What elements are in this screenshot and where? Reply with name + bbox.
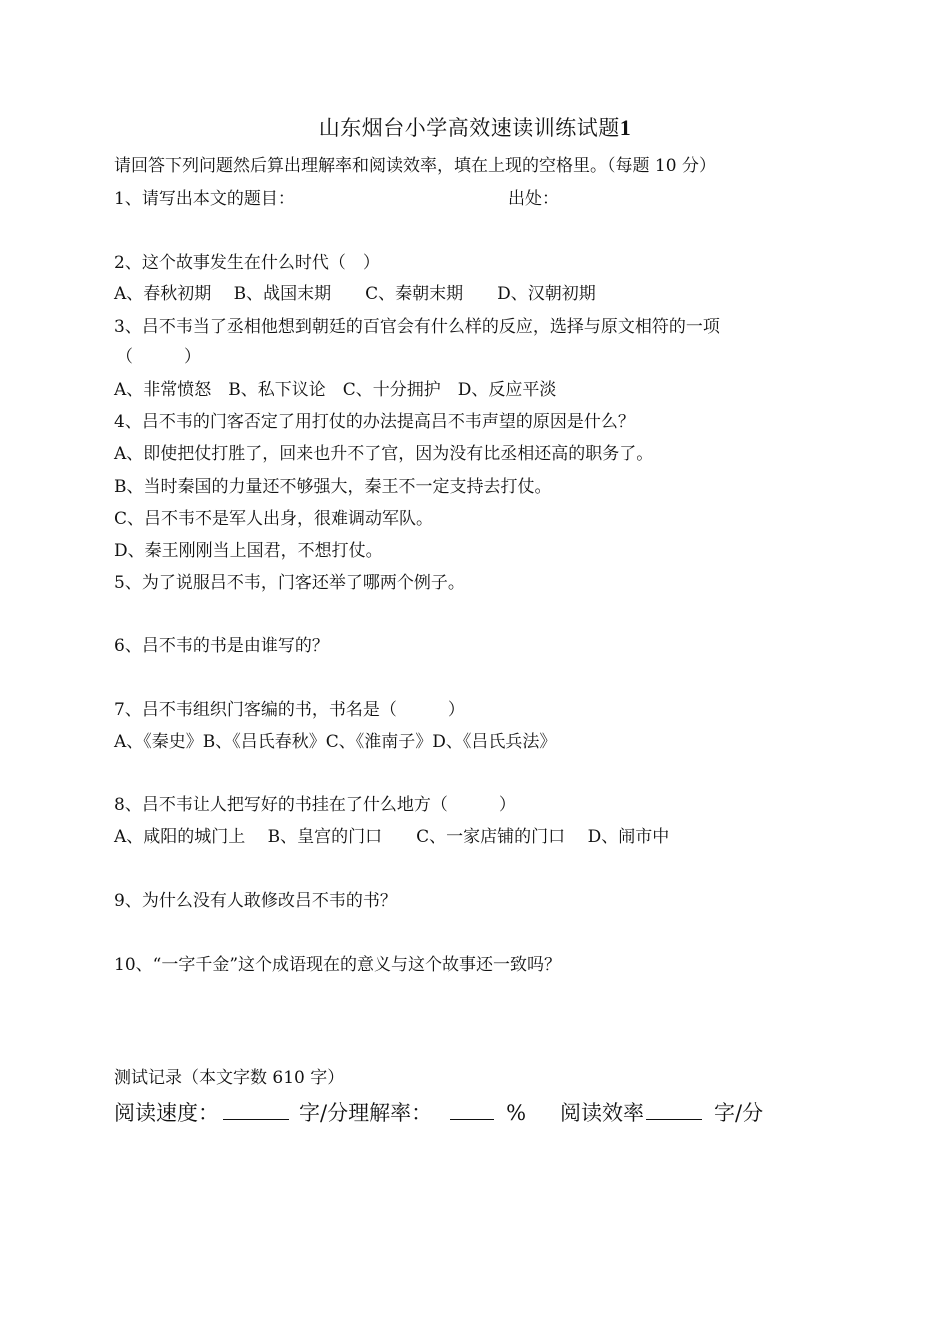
- question-2: 2、这个故事发生在什么时代（ ）: [114, 253, 380, 273]
- reading-efficiency-unit: 字/分: [714, 1101, 764, 1125]
- title-text: 山东烟台小学高效速读训练试题: [318, 116, 620, 140]
- reading-speed-blank[interactable]: [223, 1118, 289, 1120]
- question-6: 6、吕不韦的书是由谁写的？: [114, 636, 329, 656]
- question-8: 8、吕不韦让人把写好的书挂在了什么地方（ ）: [114, 795, 516, 815]
- title-number: 1: [619, 115, 632, 140]
- test-record-heading: 测试记录（本文字数 610 字）: [114, 1068, 345, 1088]
- reading-speed-label: 阅读速度：: [114, 1101, 219, 1125]
- reading-speed-unit: 字/分: [299, 1101, 349, 1125]
- comprehension-label: 理解率：: [348, 1101, 433, 1125]
- question-7-options: A、《秦史》B、《吕氏春秋》C、《淮南子》D、《吕氏兵法》: [114, 732, 557, 752]
- reading-efficiency-label: 阅读效率: [560, 1101, 645, 1125]
- question-8-options: A、咸阳的城门上 B、皇宫的门口 C、一家店铺的门口 D、闹市中: [114, 827, 670, 847]
- question-1: [114, 189, 559, 209]
- question-10: 10、“一字千金”这个成语现在的意义与这个故事还一致吗？: [114, 955, 562, 975]
- question-1-source-label: 出处：: [508, 189, 559, 209]
- page-title: [0, 112, 950, 142]
- question-3-answer-paren: （ ）: [116, 347, 201, 367]
- question-3: 3、吕不韦当了丞相他想到朝廷的百官会有什么样的反应，选择与原文相符的一项: [114, 317, 720, 337]
- question-9: 9、为什么没有人敢修改吕不韦的书？: [114, 891, 397, 911]
- question-3-options: A、非常愤怒 B、私下议论 C、十分拥护 D、反应平淡: [114, 380, 557, 400]
- question-1-text: 1、请写出本文的题目：: [114, 189, 295, 209]
- instruction: 请回答下列问题然后算出理解率和阅读效率，填在上现的空格里。（每题 10 分）: [114, 156, 716, 176]
- question-4-option-d: D、秦王刚刚当上国君，不想打仗。: [114, 541, 383, 561]
- reading-efficiency-blank[interactable]: [646, 1118, 702, 1120]
- comprehension-blank[interactable]: [450, 1118, 494, 1120]
- test-record-fields: [114, 1103, 763, 1124]
- question-4-option-b: B、当时秦国的力量还不够强大，秦王不一定支持去打仗。: [114, 477, 552, 497]
- question-7: 7、吕不韦组织门客编的书，书名是（ ）: [114, 700, 465, 720]
- question-4-option-a: A、即使把仗打胜了，回来也升不了官，因为没有比丞相还高的职务了。: [114, 444, 654, 464]
- question-2-options: A、春秋初期 B、战国末期 C、秦朝末期 D、汉朝初期: [114, 284, 596, 304]
- question-4-option-c: C、吕不韦不是军人出身，很难调动军队。: [114, 509, 434, 529]
- percent-sign: %: [506, 1101, 527, 1125]
- question-4: 4、吕不韦的门客否定了用打仗的办法提高吕不韦声望的原因是什么？: [114, 412, 635, 432]
- question-5: 5、为了说服吕不韦，门客还举了哪两个例子。: [114, 573, 465, 593]
